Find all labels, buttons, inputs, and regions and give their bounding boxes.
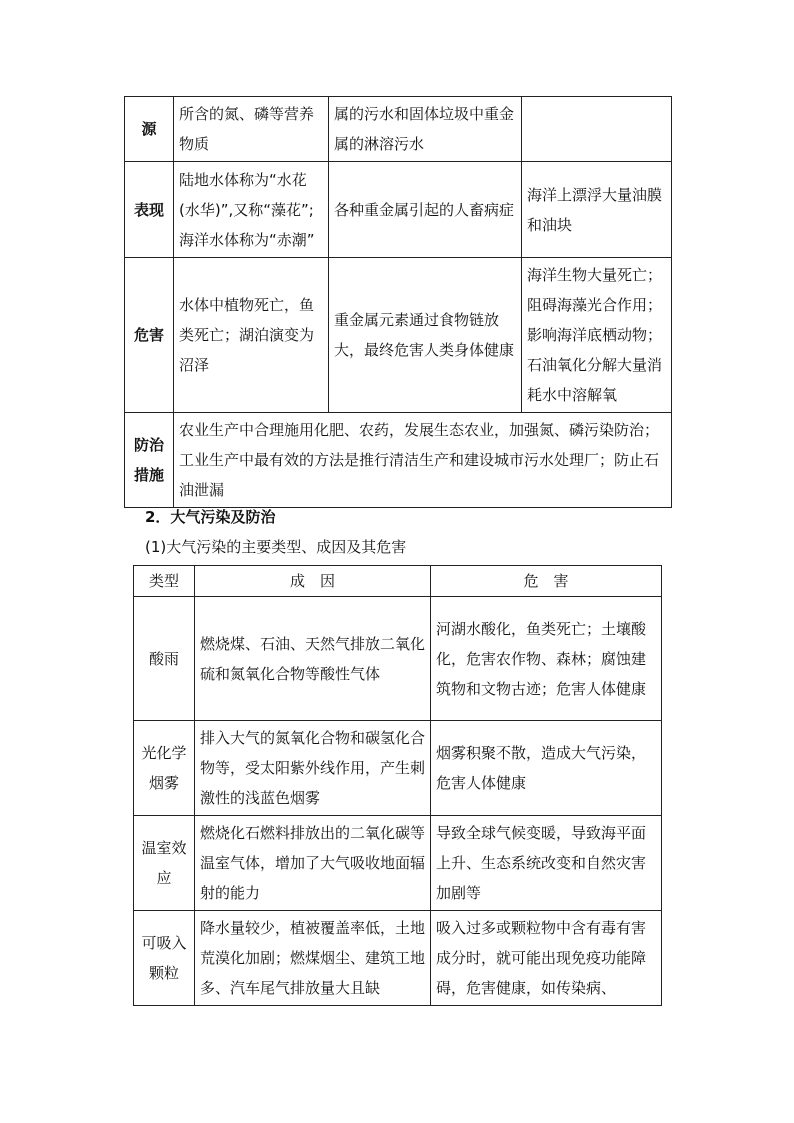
table-cell: 燃烧煤、石油、天然气排放二氧化硫和氮氧化合物等酸性气体 (195, 597, 431, 721)
table-cell: 各种重金属引起的人畜病症 (329, 162, 522, 258)
row-label: 温室效应 (134, 816, 195, 911)
table-header-row (134, 566, 662, 597)
row-label: 酸雨 (134, 597, 195, 721)
table-cell: 水体中植物死亡，鱼类死亡；湖泊演变为沼泽 (174, 258, 329, 413)
section-subtitle: (1)大气污染的主要类型、成因及其危害 (145, 538, 407, 556)
row-label: 表现 (125, 162, 174, 258)
table-row (125, 162, 672, 258)
row-label: 光化学烟雾 (134, 721, 195, 816)
table-cell: 所含的氮、磷等营养物质 (174, 97, 329, 162)
water-pollution-table (124, 96, 672, 508)
table-row (125, 97, 672, 162)
table-row (125, 258, 672, 413)
table-cell: 降水量较少，植被覆盖率低，土地荒漠化加剧；燃煤烟尘、建筑工地多、汽车尾气排放量大且缺 (195, 911, 431, 1006)
table-cell (522, 97, 672, 162)
column-header: 类型 (134, 566, 195, 597)
table-cell: 导致全球气候变暖，导致海平面上升、生态系统改变和自然灾害加剧等 (431, 816, 662, 911)
air-pollution-table (133, 565, 662, 1006)
table-row (125, 413, 672, 508)
row-label: 源 (125, 97, 174, 162)
table-cell: 属的污水和固体垃圾中重金属的淋溶污水 (329, 97, 522, 162)
table-cell: 海洋上漂浮大量油膜和油块 (522, 162, 672, 258)
table-cell: 陆地水体称为“水花(水华)”,又称“藻花”;海洋水体称为“赤潮” (174, 162, 329, 258)
table-cell: 农业生产中合理施用化肥、农药，发展生态农业，加强氮、磷污染防治；工业生产中最有效的方法是推行清洁生产和建设城市污水处理厂；防止石油泄漏 (174, 413, 672, 508)
table-row (134, 721, 662, 816)
table-row (134, 911, 662, 1006)
table-row (134, 816, 662, 911)
row-label: 可吸入颗粒 (134, 911, 195, 1006)
table-cell: 海洋生物大量死亡；阻碍海藻光合作用；影响海洋底栖动物；石油氧化分解大量消耗水中溶解氧 (522, 258, 672, 413)
column-header: 成 因 (195, 566, 431, 597)
table-cell: 重金属元素通过食物链放大，最终危害人类身体健康 (329, 258, 522, 413)
row-label: 危害 (125, 258, 174, 413)
table-cell: 吸入过多或颗粒物中含有毒有害成分时，就可能出现免疫功能障碍，危害健康，如传染病、 (431, 911, 662, 1006)
table-cell: 排入大气的氮氧化合物和碳氢化合物等，受太阳紫外线作用，产生刺激性的浅蓝色烟雾 (195, 721, 431, 816)
section-title: 2．大气污染及防治 (145, 508, 276, 526)
table-cell: 烟雾积聚不散，造成大气污染，危害人体健康 (431, 721, 662, 816)
row-label: 防治措施 (125, 413, 174, 508)
table-row (134, 597, 662, 721)
column-header: 危 害 (431, 566, 662, 597)
table-cell: 河湖水酸化，鱼类死亡；土壤酸化，危害农作物、森林；腐蚀建筑物和文物古迹；危害人体健康 (431, 597, 662, 721)
table-cell: 燃烧化石燃料排放出的二氧化碳等温室气体，增加了大气吸收地面辐射的能力 (195, 816, 431, 911)
